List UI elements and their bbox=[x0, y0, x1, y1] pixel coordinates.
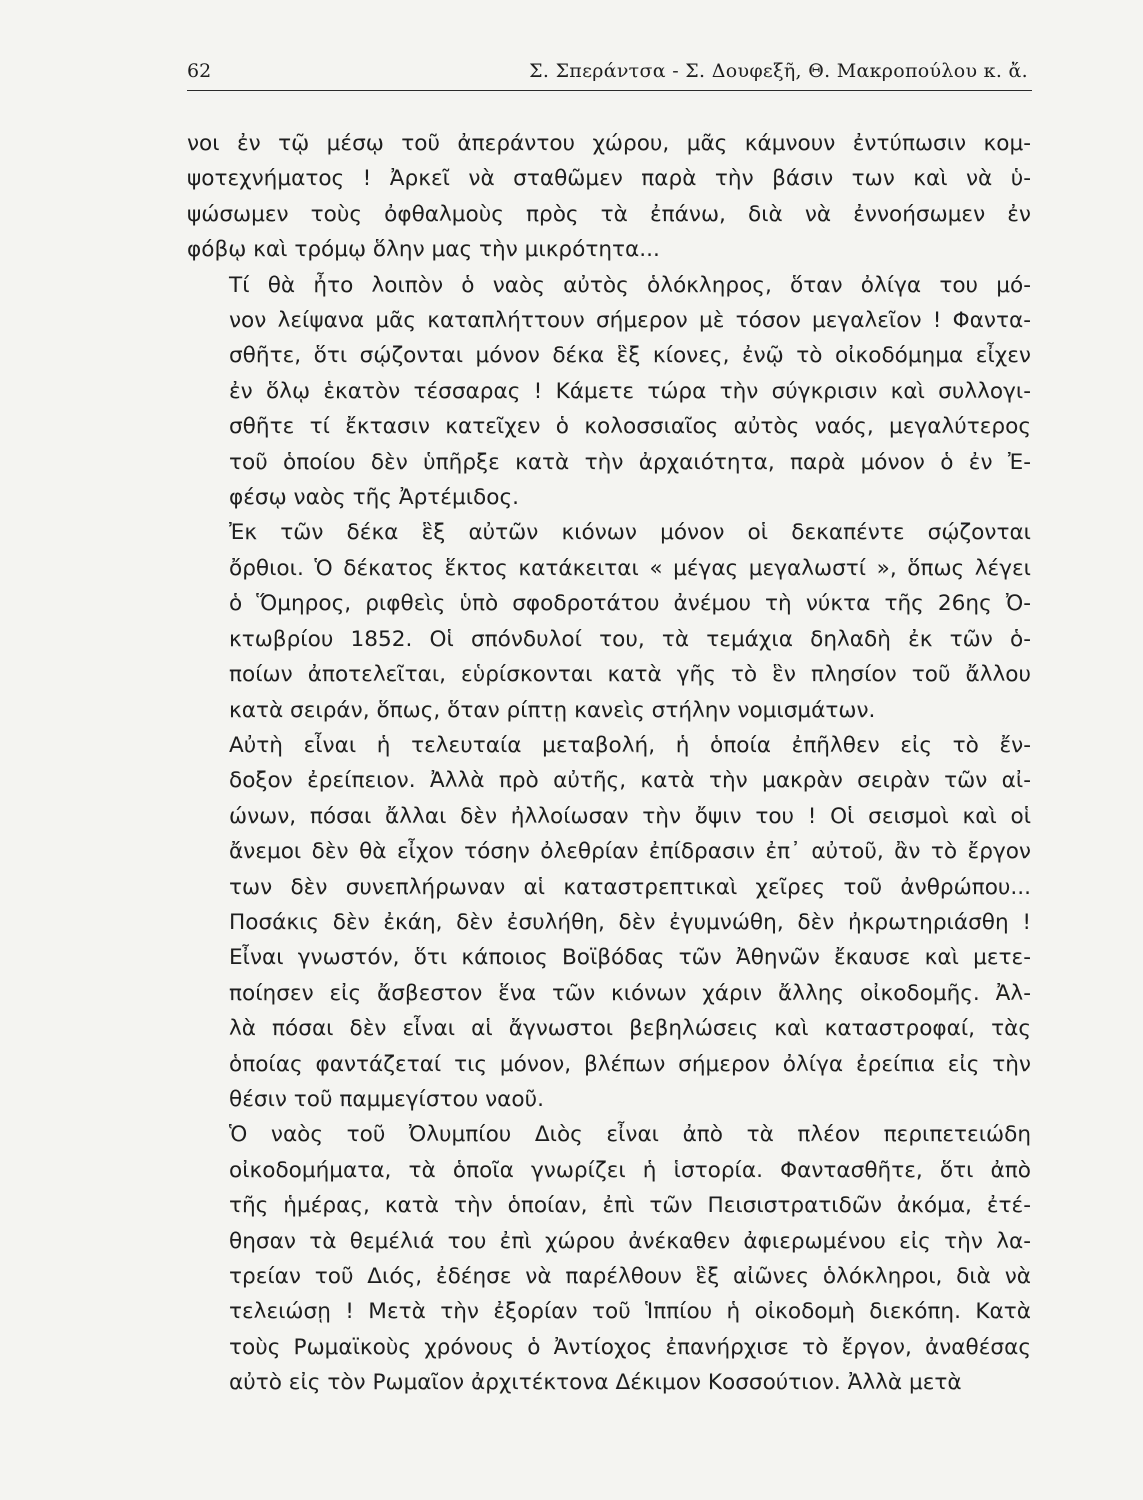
text-line: ὁποίας φαντάζεταί τις μόνον, βλέπων σήμερον ὀλίγα ἐρείπια εἰς τὴν bbox=[229, 1051, 1031, 1077]
text-line: κατὰ σειράν, ὅπως, ὅταν ρίπτῃ κανεὶς στήλην νομισμάτων. bbox=[229, 697, 876, 723]
text-line: νοι ἐν τῷ μέσῳ τοῦ ἀπεράντου χώρου, μᾶς κάμνουν ἐντύπωσιν κομ- bbox=[187, 131, 1031, 156]
text-line: τοὺς Ρωμαϊκοὺς χρόνους ὁ Ἀντίοχος ἐπανήρχισε τὸ ἔργον, ἀναθέσας bbox=[229, 1334, 1031, 1360]
text-line: ἄνεμοι δὲν θὰ εἶχον τόσην ὀλεθρίαν ἐπίδρασιν ἐπ᾿ αὐτοῦ, ἂν τὸ ἔργον bbox=[229, 839, 1031, 865]
paragraph bbox=[187, 268, 1031, 516]
text-line: Εἶναι γνωστόν, ὅτι κάποιος Βοϊβόδας τῶν Ἀθηνῶν ἔκαυσε καὶ μετε- bbox=[229, 945, 1031, 971]
text-line: των δὲν συνεπλήρωναν αἱ καταστρεπτικαὶ χεῖρες τοῦ ἀνθρώπου... bbox=[229, 874, 1031, 900]
text-line: Ὁ ναὸς τοῦ Ὀλυμπίου Διὸς εἶναι ἀπὸ τὰ πλέον περιπετειώδη bbox=[229, 1122, 1031, 1148]
text-line: Τί θὰ ἦτο λοιπὸν ὁ ναὸς αὐτὸς ὁλόκληρος, ὅταν ὀλίγα του μό- bbox=[229, 272, 1031, 298]
text-line: νον λείψανα μᾶς καταπλήττουν σήμερον μὲ τόσον μεγαλεῖον ! Φαντα- bbox=[229, 308, 1031, 334]
text-line: κτωβρίου 1852. Οἱ σπόνδυλοί του, τὰ τεμάχια δηλαδὴ ἐκ τῶν ὁ- bbox=[229, 626, 1031, 652]
text-line: φέσῳ ναὸς τῆς Ἀρτέμιδος. bbox=[229, 485, 519, 511]
text-line: θησαν τὰ θεμέλιά του ἐπὶ χώρου ἀνέκαθεν ἀφιερωμένου εἰς τὴν λα- bbox=[229, 1228, 1031, 1254]
text-line: τελειώσῃ ! Μετὰ τὴν ἐξορίαν τοῦ Ἱππίου ἡ οἰκοδομὴ διεκόπη. Κατὰ bbox=[229, 1299, 1031, 1325]
paragraph bbox=[187, 515, 1031, 727]
text-line: Αὐτὴ εἶναι ἡ τελευταία μεταβολή, ἡ ὁποία ἐπῆλθεν εἰς τὸ ἔν- bbox=[229, 732, 1031, 758]
paragraph bbox=[187, 1117, 1031, 1400]
text-line: Ποσάκις δὲν ἐκάη, δὲν ἐσυλήθη, δὲν ἐγυμνώθη, δὲν ἠκρωτηριάσθη ! bbox=[229, 909, 1031, 935]
text-line: οἰκοδομήματα, τὰ ὁποῖα γνωρίζει ἡ ἱστορία. Φαντασθῆτε, ὅτι ἀπὸ bbox=[229, 1157, 1031, 1183]
body-text bbox=[187, 126, 1031, 1401]
running-header-title: Σ. Σπεράντσα - Σ. Δουφεξῆ, Θ. Μακροπούλου κ. ἄ. bbox=[529, 60, 1028, 82]
text-line: ψοτεχνήματος ! Ἀρκεῖ νὰ σταθῶμεν παρὰ τὴν βάσιν των καὶ νὰ ὑ- bbox=[187, 166, 1031, 192]
text-line: ὄρθιοι. Ὁ δέκατος ἕκτος κατάκειται « μέγας μεγαλωστί », ὅπως λέγει bbox=[229, 555, 1031, 581]
text-line: σθῆτε, ὅτι σῴζονται μόνον δέκα ἓξ κίονες, ἐνῷ τὸ οἰκοδόμημα εἶχεν bbox=[229, 343, 1031, 369]
text-line: δοξον ἐρείπειον. Ἀλλὰ πρὸ αὐτῆς, κατὰ τὴν μακρὰν σειρὰν τῶν αἰ- bbox=[229, 768, 1031, 794]
text-line: ἐν ὅλῳ ἑκατὸν τέσσαρας ! Κάμετε τώρα τὴν σύγκρισιν καὶ συλλογι- bbox=[229, 378, 1031, 404]
text-line: ψώσωμεν τοὺς ὀφθαλμοὺς πρὸς τὰ ἐπάνω, διὰ νὰ ἐννοήσωμεν ἐν bbox=[187, 201, 1031, 227]
paragraph bbox=[187, 126, 1031, 268]
text-line: τοῦ ὁποίου δὲν ὑπῆρξε κατὰ τὴν ἀρχαιότητα, παρὰ μόνον ὁ ἐν Ἐ- bbox=[229, 449, 1031, 475]
text-line: φόβῳ καὶ τρόμῳ ὅλην μας τὴν μικρότητα... bbox=[187, 237, 660, 263]
text-line: ὁ Ὅμηρος, ριφθεὶς ὑπὸ σφοδροτάτου ἀνέμου τὴ νύκτα τῆς 26ης Ὀ- bbox=[229, 591, 1031, 617]
paragraph bbox=[187, 728, 1031, 1117]
text-line: ποίησεν εἰς ἄσβεστον ἕνα τῶν κιόνων χάριν ἄλλης οἰκοδομῆς. Ἀλ- bbox=[229, 980, 1031, 1006]
text-line: τῆς ἡμέρας, κατὰ τὴν ὁποίαν, ἐπὶ τῶν Πεισιστρατιδῶν ἀκόμα, ἐτέ- bbox=[229, 1193, 1031, 1219]
text-line: τρείαν τοῦ Διός, ἐδέησε νὰ παρέλθουν ἓξ αἰῶνες ὁλόκληροι, διὰ νὰ bbox=[229, 1264, 1031, 1289]
page-number: 62 bbox=[187, 60, 212, 82]
text-line: σθῆτε τί ἔκτασιν κατεῖχεν ὁ κολοσσιαῖος αὐτὸς ναός, μεγαλύτερος bbox=[229, 414, 1031, 440]
text-line: λὰ πόσαι δὲν εἶναι αἱ ἄγνωστοι βεβηλώσεις καὶ καταστροφαί, τὰς bbox=[229, 1016, 1031, 1042]
text-line: ποίων ἀποτελεῖται, εὑρίσκονται κατὰ γῆς τὸ ἓν πλησίον τοῦ ἄλλου bbox=[229, 662, 1031, 688]
running-header bbox=[187, 56, 1032, 91]
text-line: θέσιν τοῦ παμμεγίστου ναοῦ. bbox=[229, 1086, 544, 1112]
text-line: αὐτὸ εἰς τὸν Ρωμαῖον ἀρχιτέκτονα Δέκιμον Κοσσούτιον. Ἀλλὰ μετὰ bbox=[229, 1370, 962, 1396]
text-line: ώνων, πόσαι ἄλλαι δὲν ἠλλοίωσαν τὴν ὄψιν του ! Οἱ σεισμοὶ καὶ οἱ bbox=[229, 803, 1031, 829]
text-line: Ἐκ τῶν δέκα ἓξ αὐτῶν κιόνων μόνον οἱ δεκαπέντε σῴζονται bbox=[229, 520, 1031, 546]
